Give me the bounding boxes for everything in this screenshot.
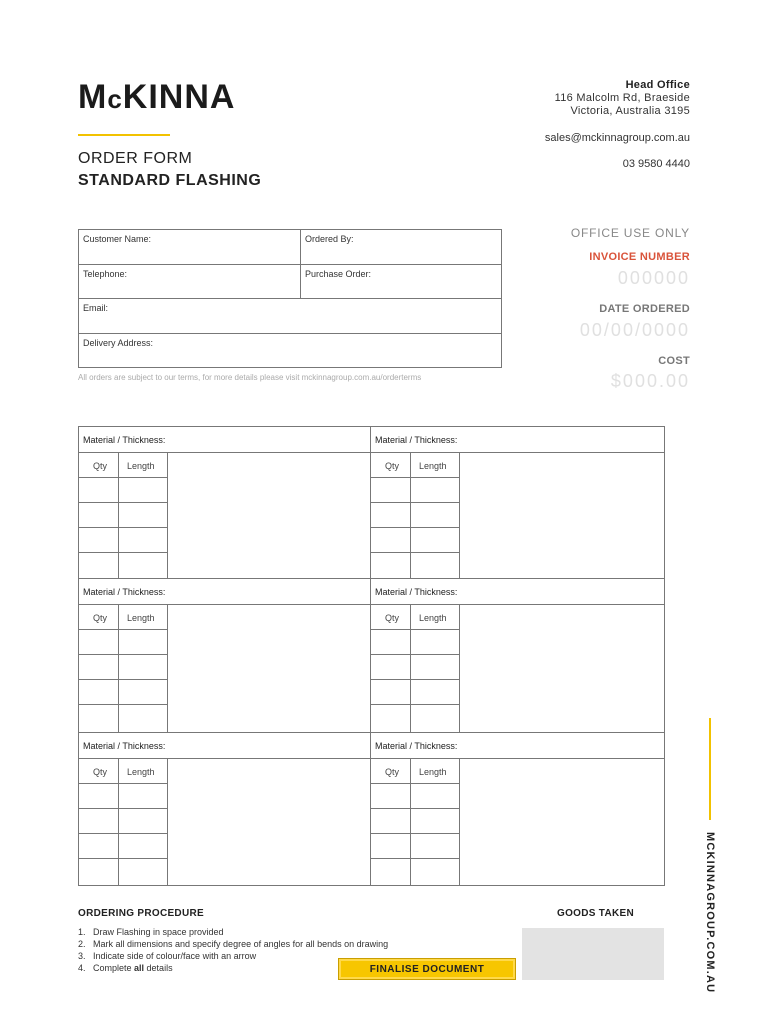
procedure-step [78,938,388,950]
step-number: 4. [78,963,86,973]
invoice-number-label: INVOICE NUMBER [589,251,690,263]
length-input-right[interactable] [412,836,457,855]
flashing-drawing-area[interactable] [461,606,661,731]
flashing-drawing-grid [78,426,665,886]
qty-input-left[interactable] [81,682,116,701]
qty-header: Qty [93,461,108,471]
material-thickness-label: Material / Thickness: [83,435,166,445]
logo-letters-kinna: KINNA [122,78,236,116]
qty-length-row-divider [371,502,459,503]
qty-length-column-divider [167,604,168,733]
telephone-label: Telephone: [83,269,128,279]
date-ordered-field[interactable] [530,320,690,341]
cost-label: COST [658,355,690,367]
qty-length-column-divider [118,452,119,579]
length-header: Length [127,767,155,777]
ordering-procedure-title: ORDERING PROCEDURE [78,908,204,919]
office-use-section [571,226,690,240]
qty-input-right[interactable] [373,480,408,499]
finalise-document-button[interactable]: FINALISE DOCUMENT [338,958,516,980]
invoice-number-input[interactable] [530,268,690,289]
length-input-right[interactable] [412,861,457,880]
qty-input-left[interactable] [81,480,116,499]
qty-length-row-divider [371,552,459,553]
terms-note: All orders are subject to our terms, for more details please visit mckinnagroup.com.au/orderterms [78,373,422,382]
address-line-2: Victoria, Australia 3195 [570,105,690,117]
procedure-step [78,926,388,938]
qty-input-right[interactable] [373,836,408,855]
qty-input-left[interactable] [81,555,116,574]
flashing-drawing-area[interactable] [169,606,369,731]
qty-length-row-divider [371,783,459,784]
goods-taken-label: GOODS TAKEN [557,908,635,919]
invoice-number-field[interactable] [530,268,690,289]
material-thickness-label: Material / Thickness: [375,435,458,445]
material-row-divider [79,604,372,605]
length-header: Length [419,461,447,471]
qty-length-row-divider [371,704,459,705]
qty-input-left[interactable] [81,530,116,549]
length-input-right[interactable] [412,811,457,830]
qty-input-left[interactable] [81,707,116,726]
qty-length-column-divider [118,604,119,733]
flashing-drawing-area[interactable] [169,760,369,883]
qty-length-column-divider [459,604,460,733]
length-input-right[interactable] [412,682,457,701]
length-input-right[interactable] [412,530,457,549]
qty-length-row-divider [371,654,459,655]
form-title: ORDER FORM [78,150,193,167]
length-input-left[interactable] [120,657,165,676]
delivery-address-label: Delivery Address: [83,338,154,348]
qty-header: Qty [385,767,400,777]
customer-name-field[interactable] [79,230,300,265]
material-thickness-label: Material / Thickness: [83,587,166,597]
qty-length-column-divider [410,452,411,579]
step-number: 3. [78,951,86,961]
qty-length-row-divider [79,654,167,655]
qty-length-row-divider [79,552,167,553]
customer-grid-divider [300,230,301,299]
telephone-field[interactable] [79,265,300,299]
length-input-left[interactable] [120,480,165,499]
length-input-left[interactable] [120,632,165,651]
customer-details-grid [78,229,502,368]
qty-input-right[interactable] [373,786,408,805]
contact-phone: 03 9580 4440 [622,158,690,170]
step-text: Complete [93,963,135,973]
qty-length-row-divider [371,858,459,859]
material-row-divider [371,604,664,605]
cost-field[interactable] [530,371,690,392]
flashing-drawing-area[interactable] [461,454,661,577]
material-thickness-label: Material / Thickness: [375,587,458,597]
qty-length-row-divider [371,477,459,478]
qty-length-column-divider [459,452,460,579]
qty-input-left[interactable] [81,786,116,805]
qty-length-row-divider [371,679,459,680]
qty-length-column-divider [410,758,411,885]
qty-input-left[interactable] [81,861,116,880]
length-input-left[interactable] [120,811,165,830]
logo-letter-m: M [78,78,108,116]
qty-length-row-divider [371,527,459,528]
flashing-block [79,733,664,885]
delivery-address-field[interactable] [79,334,502,368]
qty-input-right[interactable] [373,632,408,651]
qty-length-row-divider [79,629,167,630]
step-text: details [144,963,173,973]
material-thickness-label: Material / Thickness: [83,741,166,751]
side-accent-line [709,718,711,820]
title-divider [78,134,170,136]
length-input-left[interactable] [120,707,165,726]
logo-letter-c: c [107,84,123,114]
qty-input-right[interactable] [373,530,408,549]
length-input-right[interactable] [412,707,457,726]
email-label: Email: [83,303,109,313]
head-office-address [555,79,690,118]
qty-input-right[interactable] [373,811,408,830]
length-input-right[interactable] [412,480,457,499]
qty-input-left[interactable] [81,811,116,830]
qty-input-left[interactable] [81,505,116,524]
goods-taken-field[interactable] [522,928,664,980]
office-use-title: OFFICE USE ONLY [570,226,690,240]
material-row-divider [371,758,664,759]
step-text-bold: all [134,963,145,973]
date-ordered-label: DATE ORDERED [599,303,690,315]
flashing-block [79,579,664,733]
qty-length-row-divider [79,783,167,784]
ordered-by-label: Ordered By: [305,234,354,244]
flashing-drawing-area[interactable] [169,454,369,577]
qty-input-right[interactable] [373,861,408,880]
length-input-left[interactable] [120,555,165,574]
side-website-url: MCKINNAGROUP.COM.AU [704,832,716,994]
address-line-1: 116 Malcolm Rd, Braeside [554,92,690,104]
flashing-drawing-area[interactable] [461,760,661,883]
qty-length-row-divider [79,808,167,809]
length-header: Length [127,461,155,471]
qty-length-row-divider [79,477,167,478]
qty-length-row-divider [79,527,167,528]
qty-header: Qty [385,461,400,471]
length-header: Length [419,767,447,777]
length-input-right[interactable] [412,657,457,676]
qty-length-row-divider [79,704,167,705]
qty-input-right[interactable] [373,555,408,574]
purchase-order-field[interactable] [301,265,502,299]
qty-header: Qty [93,613,108,623]
qty-length-row-divider [79,502,167,503]
length-input-right[interactable] [412,632,457,651]
flashing-block [79,427,664,579]
step-number: 2. [78,939,86,949]
qty-input-right[interactable] [373,657,408,676]
length-header: Length [127,613,155,623]
purchase-order-label: Purchase Order: [305,269,372,279]
length-input-left[interactable] [120,682,165,701]
email-field[interactable] [79,299,502,334]
step-text: Mark all dimensions and specify degree of angles for all bends on drawing [93,939,389,949]
cost-input[interactable] [530,371,690,392]
qty-input-right[interactable] [373,707,408,726]
length-input-left[interactable] [120,836,165,855]
ordered-by-field[interactable] [301,230,502,265]
qty-length-row-divider [371,808,459,809]
qty-length-row-divider [79,858,167,859]
length-input-left[interactable] [120,861,165,880]
qty-header: Qty [385,613,400,623]
qty-input-left[interactable] [81,836,116,855]
qty-length-column-divider [459,758,460,885]
customer-name-label: Customer Name: [83,234,152,244]
qty-input-right[interactable] [373,682,408,701]
qty-length-row-divider [371,833,459,834]
material-row-divider [371,452,664,453]
date-ordered-input[interactable] [530,320,690,341]
form-subtitle: STANDARD FLASHING [78,172,262,189]
contact-email: sales@mckinnagroup.com.au [544,132,690,144]
material-row-divider [79,758,372,759]
qty-length-column-divider [410,604,411,733]
step-text: Indicate side of colour/face with an arrow [93,951,257,961]
qty-input-right[interactable] [373,505,408,524]
material-thickness-label: Material / Thickness: [375,741,458,751]
qty-length-row-divider [79,679,167,680]
step-text: Draw Flashing in space provided [93,927,224,937]
qty-input-left[interactable] [81,632,116,651]
length-input-left[interactable] [120,505,165,524]
length-input-right[interactable] [412,786,457,805]
step-number: 1. [78,927,86,937]
length-input-right[interactable] [412,555,457,574]
length-input-left[interactable] [120,530,165,549]
qty-length-column-divider [167,758,168,885]
head-office-title: Head Office [625,79,690,91]
qty-length-row-divider [371,629,459,630]
qty-header: Qty [93,767,108,777]
length-header: Length [419,613,447,623]
qty-length-row-divider [79,833,167,834]
qty-input-left[interactable] [81,657,116,676]
length-input-right[interactable] [412,505,457,524]
qty-length-column-divider [167,452,168,579]
qty-length-column-divider [118,758,119,885]
mckinna-logo [78,78,235,117]
length-input-left[interactable] [120,786,165,805]
material-row-divider [79,452,372,453]
